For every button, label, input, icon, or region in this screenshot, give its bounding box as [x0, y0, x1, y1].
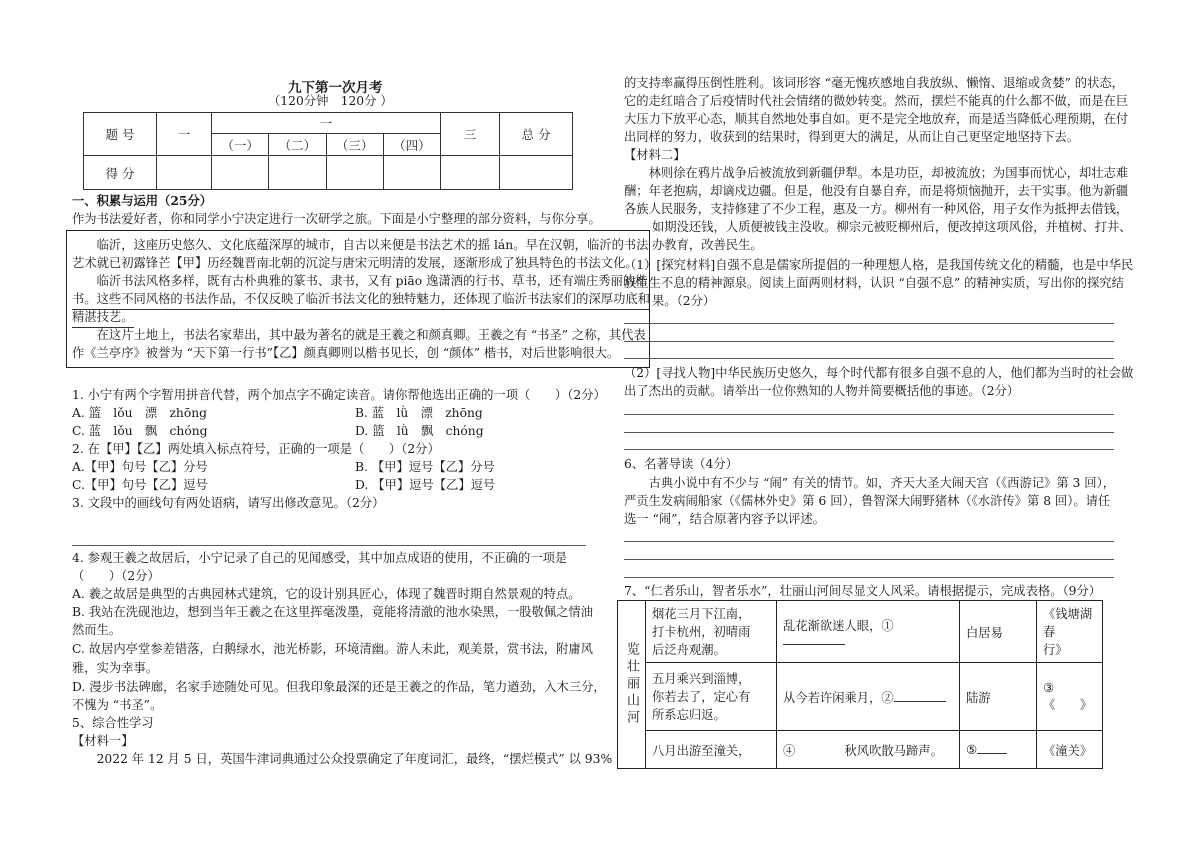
passage-line-underlined [72, 290, 650, 310]
poem-line-cell[interactable] [777, 731, 960, 769]
q4-option-c-cont: 雅，实为幸事。 [72, 661, 159, 675]
q5-part1-text: 族生生不息的精神源泉。阅读上面两则材料，认识 “自强不息” 的精神实质，写出你的探究结 [624, 276, 1124, 290]
question-7-stem: 7、“仁者乐山，智者乐水”，壮丽山河间尽显文人风采。请根据提示，完成表格。（9分） [624, 584, 1102, 598]
score-table-sub: （二） [269, 134, 326, 156]
blank-1[interactable] [783, 644, 845, 645]
q4-option-d[interactable]: D. 漫步书法碑廊，名家手迹随处可见。但我印象最深的还是王羲之的作品，笔力遒劲，入木三分， [72, 680, 606, 694]
blank-5[interactable] [977, 753, 1007, 754]
material-1-text: 2022 年 12 月 5 日，英国牛津词典通过公众投票确定了年度词汇，最终，“摆烂模式” 以 93% [72, 752, 613, 766]
section-heading: 一、积累与运用（25分） [72, 193, 213, 208]
score-cell[interactable] [441, 156, 500, 190]
answer-line[interactable] [624, 577, 1114, 578]
q4-option-c[interactable]: C. 故居内亭堂参差错落，白鹅绿水，池光桥影，环境清幽。游人未此，观美景，赏书法，附庸风 [72, 642, 593, 656]
poem-scene-cell [646, 601, 777, 663]
answer-line[interactable] [624, 358, 1114, 359]
question-3-stem: 3. 文段中的画线句有两处语病，请写出修改意见。（2分） [72, 496, 385, 510]
question-6-heading: 6、名著导读（4分） [624, 457, 739, 471]
answer-line[interactable] [624, 559, 1114, 560]
poem-scene-cell: 八月出游至潼关， [646, 731, 777, 769]
score-cell[interactable] [212, 156, 269, 190]
passage-line: 临沂书法风格多样，既有古朴典雅的篆书、隶书，又有 piāo 逸潇洒的行书、草书，还有端庄秀丽的楷 [72, 274, 648, 288]
blank-2[interactable] [894, 701, 946, 702]
q5-part2-text: （2）[寻找人物]中华民族历史悠久，每个时代都有很多自强不息的人，他们都为当时的社会做 [624, 366, 1134, 380]
answer-line[interactable] [624, 449, 1114, 450]
q2-option-d[interactable]: D. 【甲】逗号【乙】逗号 [355, 478, 496, 492]
score-cell[interactable] [383, 156, 440, 190]
score-table-header: 一 [157, 113, 212, 156]
score-table-row-label: 得 分 [84, 156, 157, 190]
material-1-label: 【材料一】 [72, 734, 134, 748]
score-table-sub: （一） [212, 134, 269, 156]
poem-title: 《钱塘湖春 [1043, 606, 1093, 639]
score-table-sub: （三） [326, 134, 383, 156]
scene-text: 五月乘兴到淄博， [652, 671, 751, 686]
material-1-text: 它的走红暗合了后疫情时代社会情绪的微妙转变。然而，摆烂不能真的什么都不做，而是在巨 [624, 94, 1129, 108]
score-cell[interactable] [500, 156, 573, 190]
passage-line-underlined [72, 308, 134, 328]
q2-option-c[interactable]: C.【甲】句号【乙】逗号 [72, 478, 208, 492]
material-2-text: 各族人民服务，支持修建了不少工程，惠及一方。柳州有一种风俗，用子女作为抵押去借钱， [624, 202, 1129, 216]
score-table-sub: （四） [383, 134, 440, 156]
passage-line: 在这片土地上，书法名家辈出，其中最为著名的就是王羲之和颜真卿。王羲之有 “书圣” 之称，其代表 [72, 328, 646, 342]
answer-line[interactable] [624, 414, 1114, 415]
q2-option-a[interactable]: A.【甲】句号【乙】分号 [72, 460, 208, 474]
question-6-text: 选一 “闹”，结合原著内容予以评述。 [624, 512, 825, 526]
blank-5-label: ⑤ [966, 742, 978, 757]
poem-title-cell: 《潼关》 [1037, 731, 1103, 769]
q5-part1-text: 果。（2分） [652, 294, 716, 308]
answer-line[interactable] [624, 432, 1114, 433]
question-1-stem: 1. 小宁有两个字暂用拼音代替，两个加点字不确定读音。请你帮他选出正确的一项（ ）（2分） [72, 388, 606, 402]
page-title: 九下第一次月考 [288, 80, 383, 96]
poem-title-cell[interactable] [1037, 663, 1103, 731]
exam-subtitle: （120分钟 120分 ） [268, 94, 393, 108]
scene-text: 后泛舟观潮。 [652, 642, 726, 657]
poem-table-side-label: 览壮丽山河 [618, 601, 646, 769]
q2-option-b[interactable]: B. 【甲】逗号【乙】分号 [355, 460, 495, 474]
question-6-text: 严贡生发病闹船家（《儒林外史》第 6 回），鲁智深大闹野猪林（《水浒传》第 8 回）。请任 [624, 494, 1111, 508]
material-2-text: 如期没还钱，人质便被钱主没收。柳宗元被贬柳州后，便改掉这项风俗，并植树、打井、 [652, 220, 1132, 234]
answer-line[interactable] [72, 545, 586, 546]
blank-3[interactable]: ③《 》 [1043, 680, 1093, 712]
score-table-header: 三 [441, 113, 500, 156]
answer-line[interactable] [624, 541, 1114, 542]
poem-table [617, 600, 1103, 769]
score-cell[interactable] [269, 156, 326, 190]
q5-part2-text: 出了杰出的贡献。请举出一位你熟知的人物并简要概括他的事迹。（2分） [624, 384, 1020, 398]
material-2-label: 【材料二】 [624, 148, 686, 162]
passage-line: 临沂，这座历史悠久、文化底蕴深厚的城市，自古以来便是书法艺术的摇 lán。早在汉朝，临沂的书法 [72, 238, 649, 252]
question-6-text: 古典小说中有不少与 “闹” 有关的情节。如，齐天大圣大闹天宫（《西游记》第 3 回）， [624, 476, 1116, 490]
poem-title: 行》 [1043, 642, 1068, 657]
underlined-sentence: 精湛技艺。 [72, 308, 134, 328]
score-cell[interactable] [157, 156, 212, 190]
poem-line: 从今若许闲乘月，② [783, 690, 894, 705]
passage-line: 艺术就已初露锋芒【甲】历经魏晋南北朝的沉淀与唐宋元明清的发展，逐渐形成了独具特色的书法文化。 [72, 256, 638, 270]
q1-option-b[interactable]: B. 蓝 lǜ 漂 zhōng [355, 406, 483, 420]
material-2-text: 办教育，改善民生。 [652, 238, 763, 252]
poet-cell: 白居易 [960, 601, 1037, 663]
score-table-header: 总 分 [500, 113, 573, 156]
question-5-heading: 5、综合性学习 [72, 716, 154, 730]
q1-option-a[interactable]: A. 篮 lǒu 漂 zhōng [72, 406, 208, 420]
poet-cell: 陆游 [960, 663, 1037, 731]
score-table [83, 112, 573, 190]
material-1-text: 出同样的努力，收获到的结果时，得到更大的满足，从而让自己更坚定地坚持下去。 [624, 130, 1079, 144]
underlined-sentence: 书。这些不同风格的书法作品，不仅反映了临沂书法文化的独特魅力，还体现了临沂书法家们的深厚功底和 [72, 290, 650, 310]
poem-line-cell[interactable] [777, 663, 960, 731]
q1-option-c[interactable]: C. 蓝 lǒu 飘 chóng [72, 424, 208, 438]
poem-line-cell[interactable] [777, 601, 960, 663]
score-cell[interactable] [326, 156, 383, 190]
poem-line: 乱花渐欲迷人眼，① [783, 618, 894, 633]
poem-scene-cell [646, 663, 777, 731]
blank-4[interactable]: ④ 秋风吹散马蹄声。 [783, 743, 943, 758]
score-table-header: 题 号 [84, 113, 157, 156]
section-intro: 作为书法爱好者，你和同学小宁决定进行一次研学之旅。下面是小宁整理的部分资料，与你分享。 [72, 212, 601, 226]
q4-option-a[interactable]: A. 羲之故居是典型的古典园林式建筑，它的设计别具匠心，体现了魏晋时期自然景观的特点。 [72, 587, 581, 601]
answer-line[interactable] [624, 341, 1114, 342]
material-2-text: 酬；年老抱病，却谪戍边疆。但是，他没有自暴自弃，而是将烦恼抛开，去干实事。他为新疆 [624, 184, 1129, 198]
passage-line: 作《兰亭序》被誉为 “天下第一行书”【乙】颜真卿则以楷书见长，创 “颜体” 楷书，对后世影响很大。 [72, 346, 620, 360]
scene-text: 所系忘归返。 [652, 707, 726, 722]
q4-option-d-cont: 不愧为 “书圣”。 [72, 698, 163, 712]
q5-part1-text: （1）[探究材料]自强不息是儒家所提倡的一种理想人格，是我国传统文化的精髓，也是中华民 [624, 258, 1134, 272]
scene-text: 烟花三月下江南， [652, 606, 751, 621]
q4-option-b-cont: 然而生。 [72, 623, 122, 637]
answer-line[interactable] [624, 323, 1114, 324]
q4-option-b[interactable]: B. 我站在洗砚池边，想到当年王羲之在这里挥毫泼墨，竟能将清澈的池水染黑，一股敬佩之情油 [72, 605, 594, 619]
material-1-text: 的支持率赢得压倒性胜利。该词形容 “毫无愧疚感地自我放纵、懒惰、退缩或贪婪” 的状态， [624, 76, 1124, 90]
scene-text: 你若去了，定心有 [652, 689, 751, 704]
scene-text: 打卡杭州，初晴雨 [652, 624, 751, 639]
q1-option-d[interactable]: D. 篮 lǜ 飘 chóng [355, 424, 484, 438]
score-table-header: 一 [212, 113, 441, 134]
material-1-text: 大压力下放平心态，顺其自然地处事自如。更不是完全地放弃，而是适当降低心理预期，在付 [624, 112, 1129, 126]
question-4-stem: 4. 参观王羲之故居后，小宁记录了自己的见闻感受，其中加点成语的使用，不正确的一项是 [72, 551, 568, 565]
material-2-text: 林则徐在鸦片战争后被流放到新疆伊犁。本是功臣，却被流放；为国事而忧心，却壮志难 [624, 166, 1129, 180]
question-2-stem: 2. 在【甲】【乙】两处填入标点符号，正确的一项是（ ）（2分） [72, 442, 440, 456]
question-4-mark: （ ）（2分） [72, 569, 160, 583]
poet-cell[interactable] [960, 731, 1037, 769]
poem-title-cell [1037, 601, 1103, 663]
